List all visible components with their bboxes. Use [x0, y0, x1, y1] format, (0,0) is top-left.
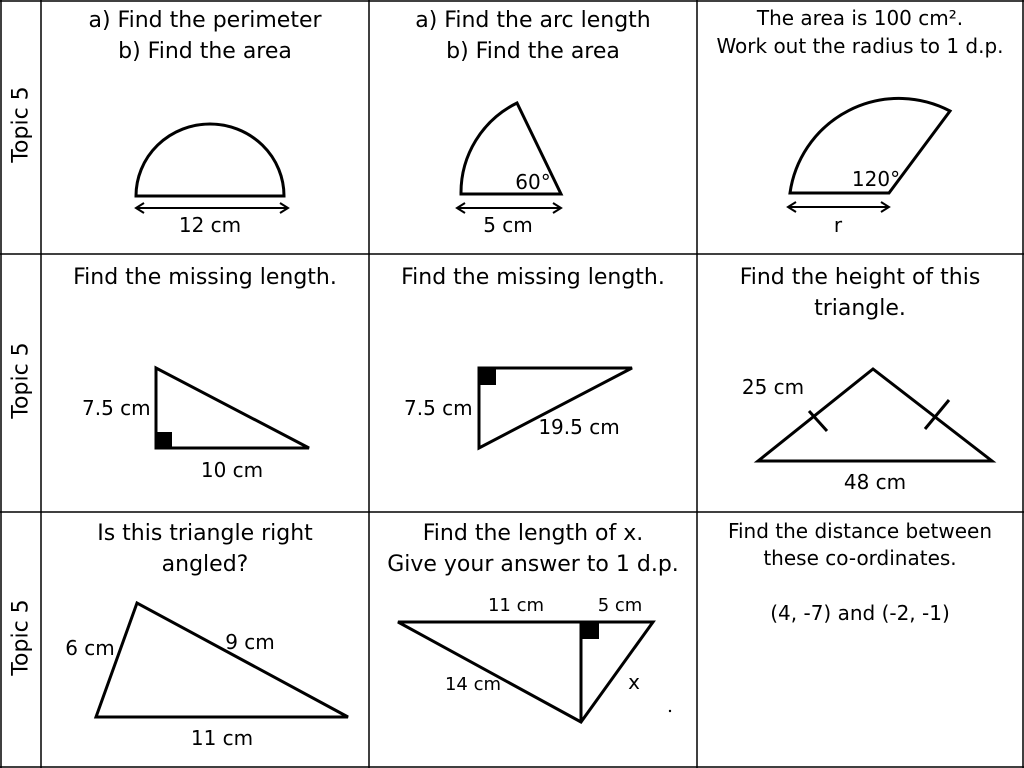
r3c3-question-line1: Find the distance between [727, 519, 993, 543]
r1c3-angle-label: 120° [851, 167, 901, 191]
sector-120-diagram [788, 98, 950, 212]
r2c3-base-label: 48 cm [843, 470, 907, 494]
r3c1-question-line2: angled? [161, 552, 249, 577]
r1c2-angle-label: 60° [515, 170, 551, 194]
sector-60-diagram [457, 103, 561, 213]
r1c2-question-a: a) Find the arc length [415, 8, 651, 33]
r2c3-question-line1: Find the height of this [739, 265, 981, 290]
r3c1-question-line1: Is this triangle right [97, 521, 313, 546]
right-triangle-diagram-1 [156, 368, 309, 448]
r2c2-side-label: 7.5 cm [404, 396, 473, 420]
r1c1-question-b: b) Find the area [118, 39, 292, 64]
r3c3-question-line2: these co-ordinates. [763, 546, 957, 570]
r3c2-x-label: x [628, 670, 640, 694]
r3c2-top-right-label: 5 cm [597, 595, 643, 616]
r1c3-base-label: r [833, 213, 843, 237]
r1c1-base-label: 12 cm [178, 213, 242, 237]
r2c2-hyp-label: 19.5 cm [538, 415, 620, 439]
r1c2-question-b: b) Find the area [446, 39, 620, 64]
topic-label-row2: Topic 5 [8, 342, 34, 419]
scalene-triangle-diagram [96, 603, 348, 717]
topic-label-row3: Topic 5 [8, 599, 34, 676]
r2c2-question: Find the missing length. [401, 265, 665, 290]
r2c3-question-line2: triangle. [814, 296, 906, 321]
r1c3-question-line1: The area is 100 cm². [756, 6, 964, 30]
r3c3-coordinates: (4, -7) and (-2, -1) [770, 601, 950, 625]
r2c1-question: Find the missing length. [73, 265, 337, 290]
r3c2-top-left-label: 11 cm [487, 595, 545, 616]
r3c1-right-label: 9 cm [225, 630, 275, 654]
r2c1-base-label: 10 cm [200, 458, 264, 482]
r3c1-base-label: 11 cm [190, 726, 254, 750]
r3c1-left-label: 6 cm [65, 636, 115, 660]
r2c1-side-label: 7.5 cm [82, 396, 151, 420]
r3c2-question-line1: Find the length of x. [422, 521, 644, 546]
semicircle-diagram [136, 124, 288, 213]
r3c2-hyp-label: 14 cm [444, 674, 502, 695]
r1c1-question-a: a) Find the perimeter [88, 8, 322, 33]
r3c2-question-line2: Give your answer to 1 d.p. [387, 552, 679, 577]
r1c2-base-label: 5 cm [483, 213, 533, 237]
topic-label-row1: Topic 5 [8, 86, 34, 163]
r2c3-side-label: 25 cm [741, 375, 805, 399]
r1c3-question-line2: Work out the radius to 1 d.p. [716, 34, 1004, 58]
